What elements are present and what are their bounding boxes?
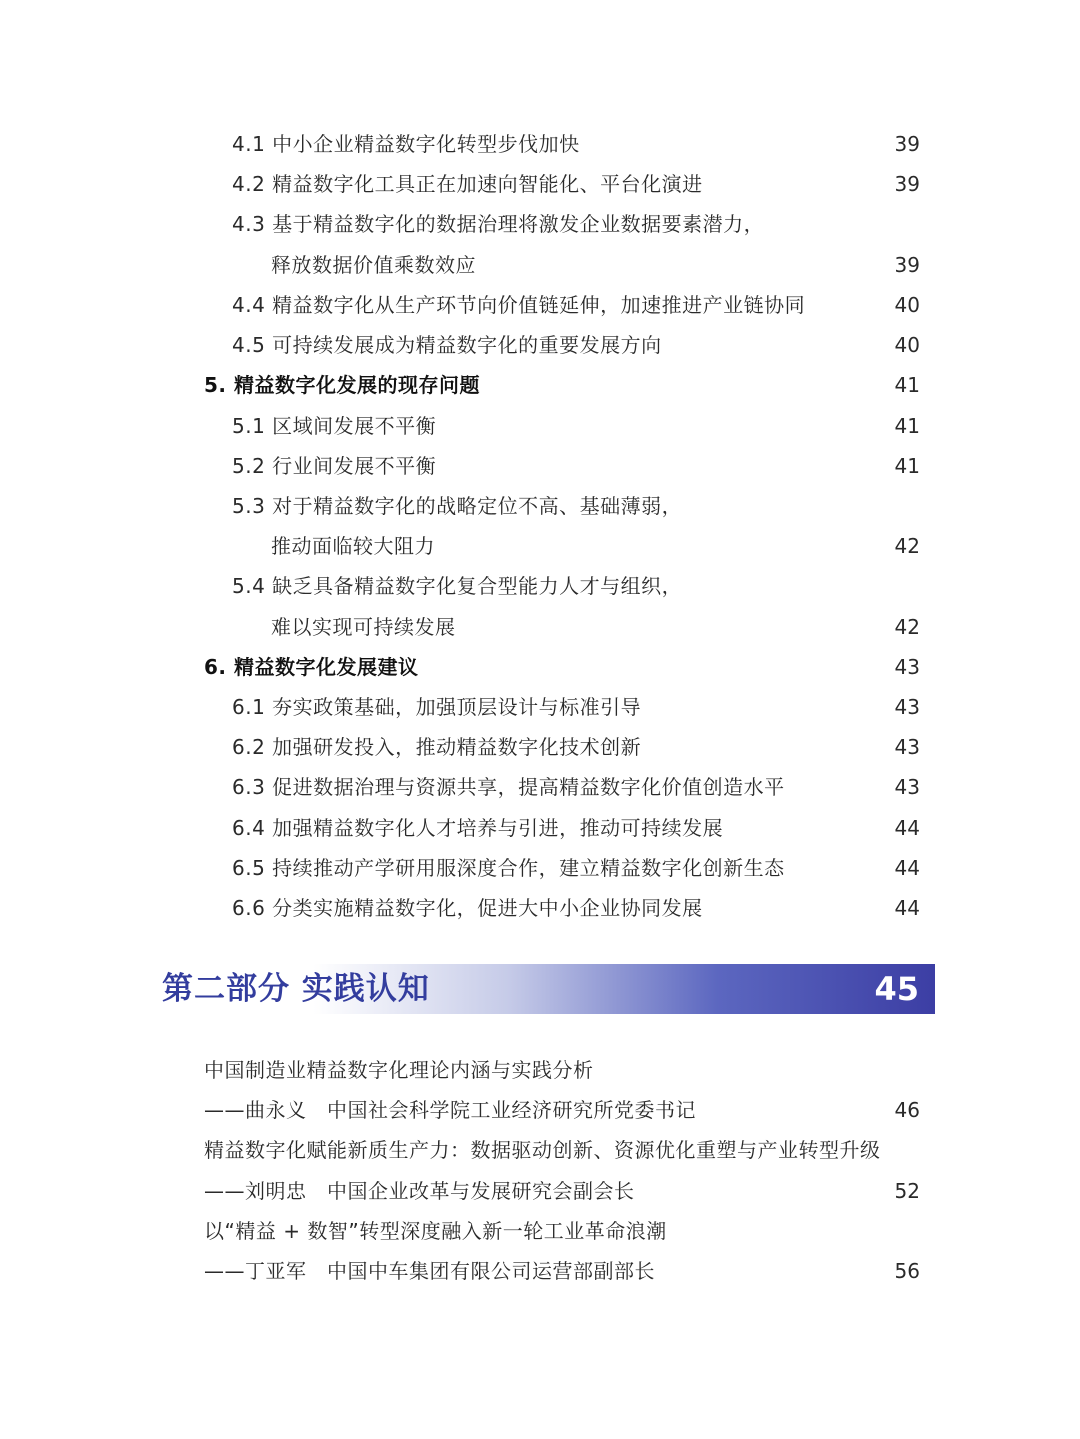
article-page: 46 xyxy=(894,1098,920,1122)
toc-entry[interactable] xyxy=(0,208,1080,240)
toc-section-heading[interactable] xyxy=(0,369,1080,401)
toc-entry-title: 6.5 持续推动产学研用服深度合作，建立精益数字化创新生态 xyxy=(232,856,785,880)
article-author[interactable] xyxy=(0,1175,1080,1207)
article-title[interactable] xyxy=(0,1215,1080,1247)
part-two-title: 第二部分 实践认知 xyxy=(162,971,430,1007)
toc-entry-title: 4.4 精益数字化从生产环节向价值链延伸，加速推进产业链协同 xyxy=(232,293,806,317)
toc-section-page: 41 xyxy=(894,373,920,397)
toc-section-title: 6. 精益数字化发展建议 xyxy=(204,655,419,679)
toc-entry-continuation[interactable] xyxy=(0,530,1080,562)
toc-entry[interactable] xyxy=(0,852,1080,884)
toc-entry-title: 5.4 缺乏具备精益数字化复合型能力人才与组织， xyxy=(232,574,683,598)
part-two-banner[interactable] xyxy=(158,964,935,1014)
toc-entry-title: 4.1 中小企业精益数字化转型步伐加快 xyxy=(232,132,580,156)
toc-entry-title: 6.6 分类实施精益数字化，促进大中小企业协同发展 xyxy=(232,896,703,920)
toc-entry-page: 42 xyxy=(894,534,920,558)
toc-entry[interactable] xyxy=(0,329,1080,361)
toc-entry[interactable] xyxy=(0,168,1080,200)
toc-entry-page: 39 xyxy=(894,132,920,156)
toc-entry-page: 40 xyxy=(894,333,920,357)
toc-entry-page: 44 xyxy=(894,896,920,920)
toc-entry[interactable] xyxy=(0,570,1080,602)
toc-entry-title: 4.5 可持续发展成为精益数字化的重要发展方向 xyxy=(232,333,662,357)
toc-entry-title: 5.1 区域间发展不平衡 xyxy=(232,414,437,438)
toc-entry-page: 42 xyxy=(894,615,920,639)
toc-entry-page: 44 xyxy=(894,856,920,880)
toc-entry-title: 5.2 行业间发展不平衡 xyxy=(232,454,437,478)
toc-entry-page: 39 xyxy=(894,172,920,196)
toc-entry-title: 6.1 夯实政策基础，加强顶层设计与标准引导 xyxy=(232,695,642,719)
toc-entry-title: 难以实现可持续发展 xyxy=(271,615,456,639)
toc-entry[interactable] xyxy=(0,450,1080,482)
toc-entry-title: 6.3 促进数据治理与资源共享，提高精益数字化价值创造水平 xyxy=(232,775,785,799)
article-author-text: ——丁亚军 中国中车集团有限公司运营部副部长 xyxy=(204,1259,655,1283)
toc-entry-page: 43 xyxy=(894,735,920,759)
toc-entry-page: 41 xyxy=(894,454,920,478)
article-title[interactable] xyxy=(0,1054,1080,1086)
toc-section-page: 43 xyxy=(894,655,920,679)
article-author[interactable] xyxy=(0,1255,1080,1287)
toc-entry-page: 43 xyxy=(894,775,920,799)
toc-entry-title: 4.3 基于精益数字化的数据治理将激发企业数据要素潜力， xyxy=(232,212,765,236)
article-page: 56 xyxy=(894,1259,920,1283)
toc-entry-page: 39 xyxy=(894,253,920,277)
article-title-text: 中国制造业精益数字化理论内涵与实践分析 xyxy=(204,1058,594,1082)
toc-entry[interactable] xyxy=(0,892,1080,924)
article-author-text: ——曲永义 中国社会科学院工业经济研究所党委书记 xyxy=(204,1098,696,1122)
toc-entry-page: 44 xyxy=(894,816,920,840)
toc-entry-continuation[interactable] xyxy=(0,611,1080,643)
toc-entry-title: 4.2 精益数字化工具正在加速向智能化、平台化演进 xyxy=(232,172,703,196)
part-two-page: 45 xyxy=(874,970,919,1008)
toc-section-title: 5. 精益数字化发展的现存问题 xyxy=(204,373,480,397)
toc-entry-title: 推动面临较大阻力 xyxy=(271,534,435,558)
toc-entry[interactable] xyxy=(0,812,1080,844)
toc-entry[interactable] xyxy=(0,410,1080,442)
toc-entry-title: 6.4 加强精益数字化人才培养与引进，推动可持续发展 xyxy=(232,816,724,840)
toc-entry-title: 6.2 加强研发投入，推动精益数字化技术创新 xyxy=(232,735,642,759)
toc-entry[interactable] xyxy=(0,771,1080,803)
article-title-text: 精益数字化赋能新质生产力：数据驱动创新、资源优化重塑与产业转型升级 xyxy=(204,1138,881,1162)
toc-entry[interactable] xyxy=(0,691,1080,723)
toc-entry-page: 43 xyxy=(894,695,920,719)
toc-entry[interactable] xyxy=(0,289,1080,321)
article-author-text: ——刘明忠 中国企业改革与发展研究会副会长 xyxy=(204,1179,635,1203)
toc-entry-page: 40 xyxy=(894,293,920,317)
toc-entry[interactable] xyxy=(0,128,1080,160)
toc-entry-continuation[interactable] xyxy=(0,249,1080,281)
toc-entry[interactable] xyxy=(0,731,1080,763)
article-page: 52 xyxy=(894,1179,920,1203)
toc-entry-title: 5.3 对于精益数字化的战略定位不高、基础薄弱， xyxy=(232,494,683,518)
article-title-text: 以“精益 + 数智”转型深度融入新一轮工业革命浪潮 xyxy=(204,1219,667,1243)
article-author[interactable] xyxy=(0,1094,1080,1126)
toc-entry-title: 释放数据价值乘数效应 xyxy=(271,253,476,277)
article-title[interactable] xyxy=(0,1134,1080,1166)
toc-section-heading[interactable] xyxy=(0,651,1080,683)
toc-entry[interactable] xyxy=(0,490,1080,522)
toc-entry-page: 41 xyxy=(894,414,920,438)
